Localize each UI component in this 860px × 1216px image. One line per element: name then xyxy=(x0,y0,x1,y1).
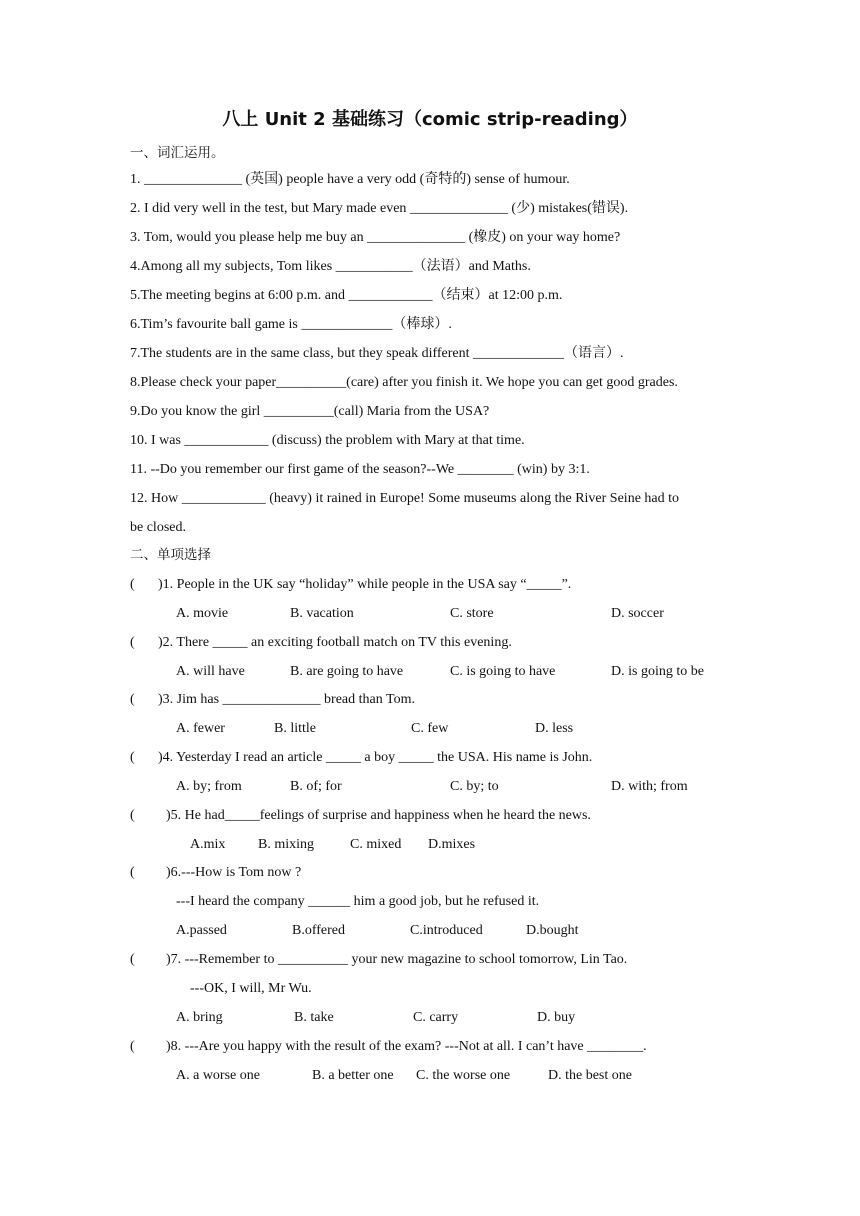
answer-bracket: ( xyxy=(130,1039,135,1054)
q8-option-b: B. a better one xyxy=(312,1068,394,1083)
answer-bracket: ( xyxy=(130,808,135,823)
q5-option-c: C. mixed xyxy=(350,837,402,852)
question-stem: )8. ---Are you happy with the result of the exam? ---Not at all. I can’t have ________. xyxy=(166,1039,647,1054)
vocab-item-8: 8.Please check your paper__________(care) after you finish it. We hope you can get good grades. xyxy=(130,375,678,390)
q6-option-b: B.offered xyxy=(292,923,345,938)
answer-bracket: ( xyxy=(130,692,135,707)
answer-bracket: ( xyxy=(130,750,135,765)
q8-option-d: D. the best one xyxy=(548,1068,632,1083)
q8-option-a: A. a worse one xyxy=(176,1068,260,1083)
vocab-item-5: 5.The meeting begins at 6:00 p.m. and ____________（结束）at 12:00 p.m. xyxy=(130,288,563,303)
q7-option-a: A. bring xyxy=(176,1010,223,1025)
page-title: 八上 Unit 2 基础练习（comic strip-reading） xyxy=(222,109,638,130)
q6-sub-line: ---I heard the company ______ him a good job, but he refused it. xyxy=(176,894,540,909)
vocab-item-7: 7.The students are in the same class, but they speak different _____________（语言）. xyxy=(130,346,624,361)
question-stem: )5. He had_____feelings of surprise and happiness when he heard the news. xyxy=(166,808,591,823)
q7-option-d: D. buy xyxy=(537,1010,576,1025)
q7-sub-line: ---OK, I will, Mr Wu. xyxy=(190,981,312,996)
question-2 xyxy=(130,633,512,653)
answer-bracket: ( xyxy=(130,865,135,880)
vocab-item-12: 12. How ____________ (heavy) it rained in Europe! Some museums along the River Seine had to xyxy=(130,491,680,506)
vocab-item-11: 11. --Do you remember our first game of the season?--We ________ (win) by 3:1. xyxy=(130,462,590,477)
question-stem: )7. ---Remember to __________ your new magazine to school tomorrow, Lin Tao. xyxy=(166,952,628,967)
q4-option-a: A. by; from xyxy=(176,779,242,794)
q6-option-c: C.introduced xyxy=(410,923,483,938)
q2-option-a: A. will have xyxy=(176,664,245,679)
section-heading-multiple-choice: 二、单项选择 xyxy=(130,547,211,563)
answer-bracket: ( xyxy=(130,952,135,967)
q4-option-c: C. by; to xyxy=(450,779,499,794)
vocab-item-1: 1. ______________ (英国) people have a very odd (奇特的) sense of humour. xyxy=(130,172,570,187)
q5-option-b: B. mixing xyxy=(258,837,315,852)
q2-option-d: D. is going to be xyxy=(611,664,704,679)
question-7 xyxy=(130,950,628,970)
q6-option-a: A.passed xyxy=(176,923,227,938)
vocab-item-3: 3. Tom, would you please help me buy an ______________ (橡皮) on your way home? xyxy=(130,230,621,245)
q4-option-d: D. with; from xyxy=(611,779,688,794)
question-stem: )2. There _____ an exciting football match on TV this evening. xyxy=(158,635,512,650)
q2-option-c: C. is going to have xyxy=(450,664,556,679)
q1-option-d: D. soccer xyxy=(611,606,664,621)
vocab-item-10: 10. I was ____________ (discuss) the problem with Mary at that time. xyxy=(130,433,525,448)
q6-option-d: D.bought xyxy=(526,923,579,938)
vocab-item-4: 4.Among all my subjects, Tom likes ___________（法语）and Maths. xyxy=(130,259,531,274)
q5-option-a: A.mix xyxy=(190,837,226,852)
q3-option-d: D. less xyxy=(535,721,574,736)
q4-option-b: B. of; for xyxy=(290,779,342,794)
q3-option-c: C. few xyxy=(411,721,449,736)
q1-option-b: B. vacation xyxy=(290,606,354,621)
answer-bracket: ( xyxy=(130,635,135,650)
question-3 xyxy=(130,690,415,710)
question-stem: )4. Yesterday I read an article _____ a boy _____ the USA. His name is John. xyxy=(158,750,593,765)
question-stem: )6.---How is Tom now ? xyxy=(166,865,302,880)
q2-option-b: B. are going to have xyxy=(290,664,404,679)
section-heading-vocabulary: 一、词汇运用。 xyxy=(130,145,225,161)
q1-option-c: C. store xyxy=(450,606,494,621)
vocab-item-12-continued: be closed. xyxy=(130,520,186,535)
question-stem: )1. People in the UK say “holiday” while people in the USA say “_____”. xyxy=(158,577,572,592)
question-4 xyxy=(130,748,593,768)
q8-option-c: C. the worse one xyxy=(416,1068,511,1083)
vocab-item-9: 9.Do you know the girl __________(call) Maria from the USA? xyxy=(130,404,490,419)
q5-option-d: D.mixes xyxy=(428,837,476,852)
question-5 xyxy=(130,806,591,826)
vocab-item-6: 6.Tim’s favourite ball game is _____________（棒球）. xyxy=(130,317,452,332)
question-8 xyxy=(130,1037,647,1057)
q3-option-a: A. fewer xyxy=(176,721,225,736)
q7-option-c: C. carry xyxy=(413,1010,459,1025)
vocab-item-2: 2. I did very well in the test, but Mary made even ______________ (少) mistakes(错误). xyxy=(130,201,629,216)
q3-option-b: B. little xyxy=(274,721,316,736)
question-1 xyxy=(130,575,572,595)
answer-bracket: ( xyxy=(130,577,135,592)
question-6 xyxy=(130,863,302,883)
q7-option-b: B. take xyxy=(294,1010,334,1025)
q1-option-a: A. movie xyxy=(176,606,229,621)
question-stem: )3. Jim has ______________ bread than Tom. xyxy=(158,692,415,707)
